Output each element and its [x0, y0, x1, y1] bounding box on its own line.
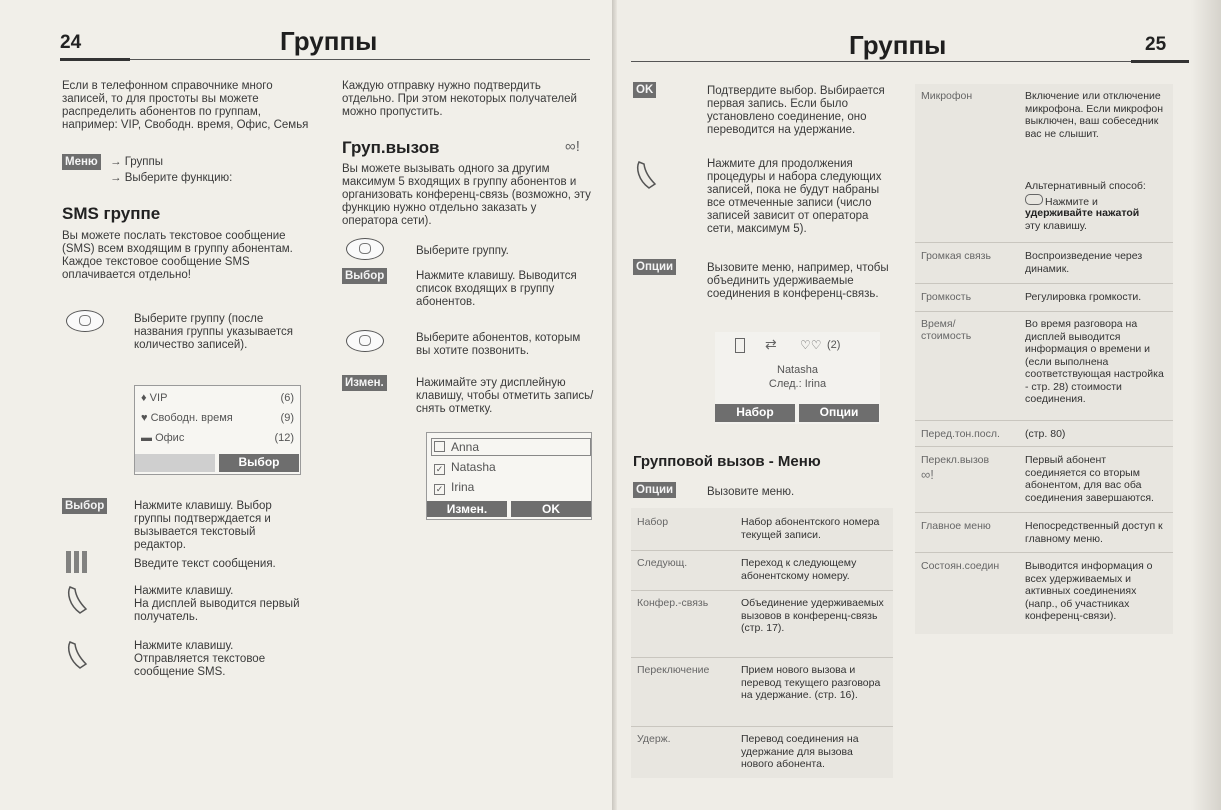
table-label: Время/стоимость	[921, 318, 972, 342]
table-text: Переход к следующему абонентскому номеру.	[741, 557, 857, 582]
step-press-first: Нажмите клавишу. На дисплей выводится первый получатель.	[134, 585, 300, 623]
table-text: Объединение удерживаемых вызовов в конференц-связь (стр. 17).	[741, 597, 884, 634]
table-label: Громкость	[921, 291, 972, 303]
softkey-select[interactable]: Выбор	[219, 454, 299, 472]
page-title: Группы	[849, 30, 947, 60]
group-call-heading: Груп.вызов	[342, 138, 440, 157]
table-divider	[631, 590, 893, 591]
navigation-key-icon	[346, 238, 384, 260]
checklist-item[interactable]: Anna	[431, 438, 591, 456]
intro-text: Если в телефонном справочнике много записей, то для простоты вы можете распределить абонентов по группам, например: VIP, Свободн. время, Офис, Семья	[62, 80, 309, 131]
table-text: Набор абонентского номера текущей записи.	[741, 516, 880, 541]
group-call-icon: ∞!	[565, 138, 580, 155]
step-enter-text: Введите текст сообщения.	[134, 558, 276, 570]
sms-heading: SMS группе	[62, 204, 161, 223]
table-text: Включение или отключение микрофона. Если микрофон выключен, ваш собеседник вас не слышит.	[1025, 90, 1163, 140]
options-key: Опции	[633, 482, 676, 498]
group-call-text: Вы можете вызывать одного за другим максимум 5 входящих в группу абонентов и организовать конференц-связь (возможно, эту функцию нужно отдельно заказать у оператора сети).	[342, 163, 591, 227]
page-number: 24	[60, 32, 82, 53]
table-divider	[631, 657, 893, 658]
group-list-screen	[134, 385, 301, 475]
table-label: Удерж.	[637, 733, 671, 745]
select-key: Выбор	[342, 268, 387, 284]
group-count: (6)	[280, 392, 294, 404]
table-divider	[915, 512, 1173, 513]
navigation-key-icon	[66, 310, 104, 332]
ok-text: Подтвердите выбор. Выбирается первая запись. Если было установлено соединение, оно переводится на удержание.	[707, 85, 885, 136]
table-text: Во время разговора на дисплей выводится информация о времени и (если выполнена соответствующая настройка - стр. 28) стоимости соединения.	[1025, 318, 1164, 405]
call-count: (2)	[827, 339, 841, 351]
hearts-icon: ♡♡	[800, 338, 822, 352]
col2-intro: Каждую отправку нужно подтвердить отдельно. При этом некоторых получателей можно пропустить.	[342, 80, 577, 118]
right-page	[617, 0, 1221, 810]
title-rule-thin	[631, 61, 1131, 62]
table-text: (стр. 80)	[1025, 428, 1066, 440]
checkmark-icon: ✓	[435, 464, 444, 474]
menu-path-groups: → Группы	[110, 156, 164, 168]
press-continue-text: Нажмите для продолжения процедуры и набора следующих записей, пока не будут набраны все отмеченные записи (число записей зависит от оператора сети, максимум 5).	[707, 158, 882, 235]
table-label: Состоян.соедин	[921, 560, 1000, 572]
group-count: (9)	[280, 412, 294, 424]
side-key-icon	[1025, 194, 1043, 205]
edit-key: Измен.	[342, 375, 387, 391]
ok-key: OK	[633, 82, 656, 98]
title-rule	[60, 58, 130, 61]
keypad-icon	[66, 551, 90, 573]
page-edge	[1191, 0, 1221, 810]
table-label: Главное меню	[921, 520, 991, 532]
checklist-item[interactable]: ✓ Natasha	[435, 460, 496, 474]
table-divider	[915, 446, 1173, 447]
checkmark-icon: ✓	[435, 484, 444, 494]
grp-select-group: Выберите группу.	[416, 245, 509, 257]
table-divider	[915, 242, 1173, 243]
title-rule-thin	[130, 59, 590, 60]
checkbox-icon	[434, 441, 445, 452]
vip-icon: ♦	[141, 392, 150, 404]
group-row-vip: ♦ VIP	[141, 392, 168, 404]
table-divider	[631, 550, 893, 551]
table-label: Переключение	[637, 664, 710, 676]
alt-method-press: Нажмите и	[1025, 194, 1165, 209]
call-next: След.: Irina	[768, 378, 827, 390]
menu-path-function: → Выберите функцию:	[110, 172, 233, 184]
table-text: Регулировка громкости.	[1025, 291, 1142, 303]
group-count: (12)	[274, 432, 294, 444]
grp-select-contacts: Выберите абонентов, которым вы хотите позвонить.	[416, 332, 581, 357]
table-text: Прием нового вызова и перевод текущего разговора на удержание. (стр. 16).	[741, 664, 881, 701]
call-key-icon	[635, 160, 659, 190]
page-title: Группы	[280, 26, 378, 56]
softkey-edit[interactable]: Измен.	[427, 501, 507, 517]
briefcase-icon: ▬	[141, 432, 156, 444]
menu-options-text: Вызовите меню.	[707, 486, 795, 498]
group-call-menu-heading: Групповой вызов - Меню	[633, 453, 821, 470]
table-divider	[915, 283, 1173, 284]
table-divider	[915, 420, 1173, 421]
alt-method-hold: удерживайте нажатой	[1025, 207, 1140, 219]
table-label: Микрофон	[921, 90, 973, 102]
hearts-icon: ♥	[141, 412, 151, 424]
table-text: Воспроизведение через динамик.	[1025, 250, 1143, 275]
call-screen	[715, 332, 880, 424]
softkey-options[interactable]: Опции	[799, 404, 879, 422]
contact-checklist-screen	[426, 432, 592, 520]
grp-select-text: Нажмите клавишу. Выводится список входящих в группу абонентов.	[416, 270, 577, 308]
step-select-text: Нажмите клавишу. Выбор группы подтверждается и вызывается текстовый редактор.	[134, 500, 272, 551]
step-press-send: Нажмите клавишу. Отправляется текстовое сообщение SMS.	[134, 640, 266, 678]
grp-edit-text: Нажимайте эту дисплейную клавишу, чтобы отметить запись/снять отметку.	[416, 377, 594, 415]
table-label: Перекл.вызов	[921, 454, 990, 466]
table-label: Следующ.	[637, 557, 688, 569]
table-label: Конфер.-связь	[637, 597, 709, 609]
table-divider	[915, 311, 1173, 312]
step-select-group: Выберите группу (после названия группы указывается количество записей).	[134, 313, 293, 351]
softkey-left-empty	[135, 454, 215, 472]
table-text: Перевод соединения на удержание для вызова нового абонента.	[741, 733, 859, 770]
options-text: Вызовите меню, например, чтобы объединить удерживаемые соединения в конференц-связь.	[707, 262, 889, 300]
softkey-ok[interactable]: OK	[511, 501, 591, 517]
table-label: Набор	[637, 516, 669, 528]
alt-method-key: эту клавишу.	[1025, 220, 1087, 232]
table-divider	[631, 726, 893, 727]
options-key: Опции	[633, 259, 676, 275]
call-name: Natasha	[777, 364, 818, 376]
table-divider	[915, 552, 1173, 553]
call-key-icon	[66, 585, 90, 615]
phone-icon	[735, 338, 745, 353]
alt-method-label: Альтернативный способ:	[1025, 180, 1146, 192]
table-text: Первый абонент соединяется со вторым абонентом, для вас оба соединения завершаются.	[1025, 454, 1154, 504]
group-row-free-time: ♥ Свободн. время	[141, 412, 233, 424]
group-row-office: ▬ Офис	[141, 432, 185, 444]
select-key: Выбор	[62, 498, 107, 514]
table-text: Выводится информация о всех удерживаемых и активных соединениях (напр., об участниках конференц-связи).	[1025, 560, 1153, 622]
call-key-icon	[66, 640, 90, 670]
table-label: Громкая связь	[921, 250, 991, 262]
softkey-dial[interactable]: Набор	[715, 404, 795, 422]
table-label: Перед.тон.посл.	[921, 428, 1000, 440]
page-number: 25	[1145, 34, 1167, 55]
title-rule	[1131, 60, 1189, 63]
group-call-icon: ∞!	[921, 467, 934, 482]
arrows-icon: ⇄	[765, 336, 777, 352]
menu-key: Меню	[62, 154, 101, 170]
table-text: Непосредственный доступ к главному меню.	[1025, 520, 1163, 545]
navigation-key-icon	[346, 330, 384, 352]
checklist-item[interactable]: ✓ Irina	[435, 480, 475, 494]
sms-text: Вы можете послать текстовое сообщение (SMS) всем входящим в группу абонентам. Каждое текстовое сообщение SMS оплачивается отдельно!	[62, 230, 293, 281]
